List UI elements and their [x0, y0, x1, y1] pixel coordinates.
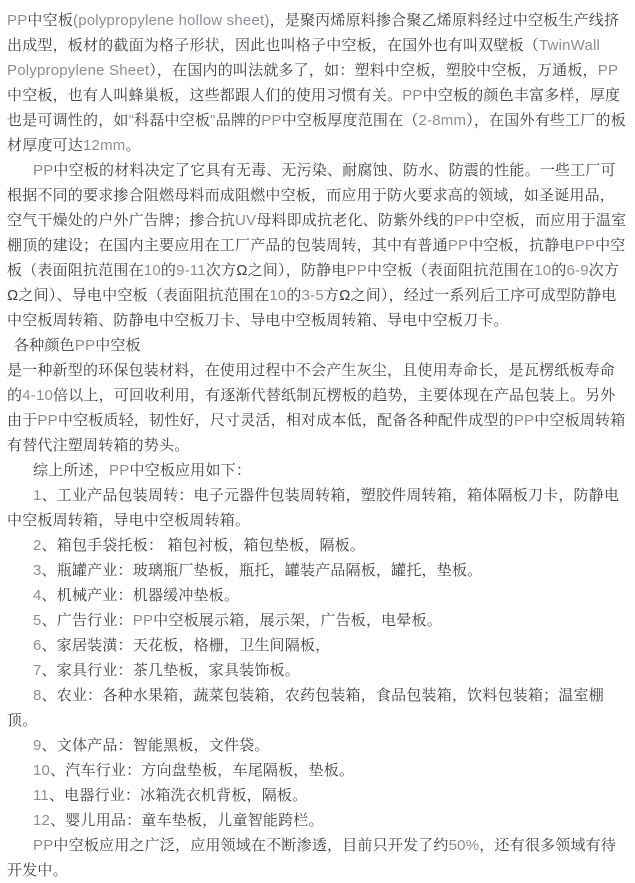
latin-text: 10 [534, 262, 552, 279]
latin-text: PP [597, 62, 619, 79]
application-item-11: 11、电器行业：冰箱洗衣机背板，隔板。 [33, 787, 308, 804]
application-item-9: 9、文体产品：智能黑板，文件袋。 [33, 737, 270, 754]
latin-text: PP [453, 212, 475, 229]
intro-paragraph: PP中空板(polypropylene hollow sheet)，是聚丙烯原料掺合聚乙烯原料经过中空板生产线挤出成型，板材的截面为格子形状，因此也叫格子中空板，在国外也有叫双壁板（TwinWall Polypropylene Sheet），在国内的叫法就多了，如：塑料中空板，塑胶中空板，万通板，PP中空板，也有人叫蜂巢板，这些都跟人们的使用习惯有关。PP中空板的颜色丰富多样，厚度也是可调性的，如"科磊中空板"品牌的PP中空板厚度范围在（2-8mm），在国外有些工厂的板材厚度可达12mm。 [7, 12, 626, 154]
application-item-4: 4、机械产业：机器缓冲垫板。 [33, 587, 240, 604]
latin-text: 10 [33, 762, 51, 779]
latin-text: " [128, 112, 135, 129]
latin-text: 11 [33, 787, 49, 804]
latin-text: 4-10 [22, 387, 54, 404]
latin-text: PP [33, 162, 54, 179]
application-item-1: 1、工业产品包装周转：电子元器件包装周转箱，塑胶件周转箱，箱体隔板刀卡，防静电中空板周转箱，导电中空板周转箱。 [7, 487, 620, 529]
application-item-6: 6、家居装潢：天花板，格栅，卫生间隔板， [33, 637, 331, 654]
latin-text: 10 [269, 287, 287, 304]
latin-text: 6 [33, 637, 42, 654]
latin-text: PP [513, 412, 535, 429]
application-item-3: 3、瓶罐产业：玻璃瓶厂垫板，瓶托，罐装产品隔板，罐托，垫板。 [33, 562, 483, 579]
latin-text: PP [37, 412, 58, 429]
latin-text: PP [447, 237, 469, 254]
latin-text: PP [402, 87, 423, 104]
latin-text: 8 [33, 687, 42, 704]
latin-text: 9 [33, 737, 42, 754]
latin-text: 3 [33, 562, 42, 579]
latin-text: PP [346, 262, 367, 279]
latin-text: 9-11 [176, 262, 206, 279]
latin-text: TwinWall Polypropylene Sheet [7, 37, 601, 79]
latin-text: PP [7, 12, 28, 29]
latin-text: PP [109, 462, 130, 479]
summary-lead: 综上所述，PP中空板应用如下： [33, 462, 252, 479]
latin-text: 4 [33, 587, 42, 604]
latin-text: 50% [448, 837, 480, 854]
application-item-12: 12、婴儿用品：童车垫板，儿童智能跨栏。 [33, 812, 324, 829]
material-paragraph: PP中空板的材料决定了它具有无毒、无污染、耐腐蚀、防水、防震的性能。一些工厂可根据不同的要求掺合阻燃母料而成阻燃中空板，而应用于防火要求高的领域，如圣诞用品，空气干燥处的户外广告牌；掺合抗UV母料即成抗老化、防紫外线的PP中空板，而应用于温室棚顶的建设；在国内主要应用在工厂产品的包装周转，其中有普通PP中空板，抗静电PP中空板（表面阻抗范围在10的9-11次方Ω之间），防静电PP中空板（表面阻抗范围在10的6-9次方Ω之间）、导电中空板（表面阻抗范围在10的3-5方Ω之间），经过一系列后工序可成型防静电中空板周转箱、防静电中空板刀卡、导电中空板周转箱、导电中空板刀卡。 [7, 162, 627, 329]
latin-text: " [210, 112, 216, 129]
latin-text: 6-9 [566, 262, 589, 279]
application-item-10: 10、汽车行业：方向盘垫板，车尾隔板，垫板。 [33, 762, 355, 779]
colors-heading: 各种颜色PP中空板 [14, 337, 141, 354]
latin-text: PP [132, 612, 154, 629]
eco-paragraph: 是一种新型的环保包装材料，在使用过程中不会产生灰尘，且使用寿命长，是瓦楞纸板寿命的4-10倍以上，可回收利用，有逐渐代替纸制瓦楞板的趋势，主要体现在产品包装上。另外由于PP中空板质轻，韧性好，尺寸灵活，相对成本低，配备各种配件成型的PP中空板周转箱有替代注塑周转箱的势头。 [7, 362, 626, 454]
latin-text: PP [574, 237, 596, 254]
application-item-8: 8、农业：各种水果箱，蔬菜包装箱，农药包装箱，食品包装箱，饮料包装箱；温室棚顶。 [7, 687, 604, 729]
latin-text: PP [261, 112, 282, 129]
latin-text: 12mm [83, 137, 126, 154]
latin-text: PP [74, 337, 96, 354]
latin-text: (polypropylene hollow sheet) [73, 12, 270, 29]
latin-text: 5 [33, 612, 42, 629]
latin-text: 7 [33, 662, 42, 679]
latin-text: 3-5 [301, 287, 324, 304]
latin-text: UV [235, 212, 257, 229]
latin-text: 10 [143, 262, 161, 279]
latin-text: 2-8mm [418, 112, 467, 129]
application-item-5: 5、广告行业：PP中空板展示箱，展示架，广告板，电晕板。 [33, 612, 442, 629]
application-item-7: 7、家具行业：茶几垫板，家具装饰板。 [33, 662, 300, 679]
latin-text: 2 [33, 537, 42, 554]
latin-text: PP [33, 837, 54, 854]
latin-text: 12 [33, 812, 51, 829]
closing-paragraph: PP中空板应用之广泛，应用领域在不断渗透，目前只开发了约50%，还有很多领域有待开发中。 [7, 837, 617, 879]
application-item-2: 2、箱包手袋托板： 箱包衬板，箱包垫板，隔板。 [33, 537, 366, 554]
latin-text: 1 [33, 487, 42, 504]
